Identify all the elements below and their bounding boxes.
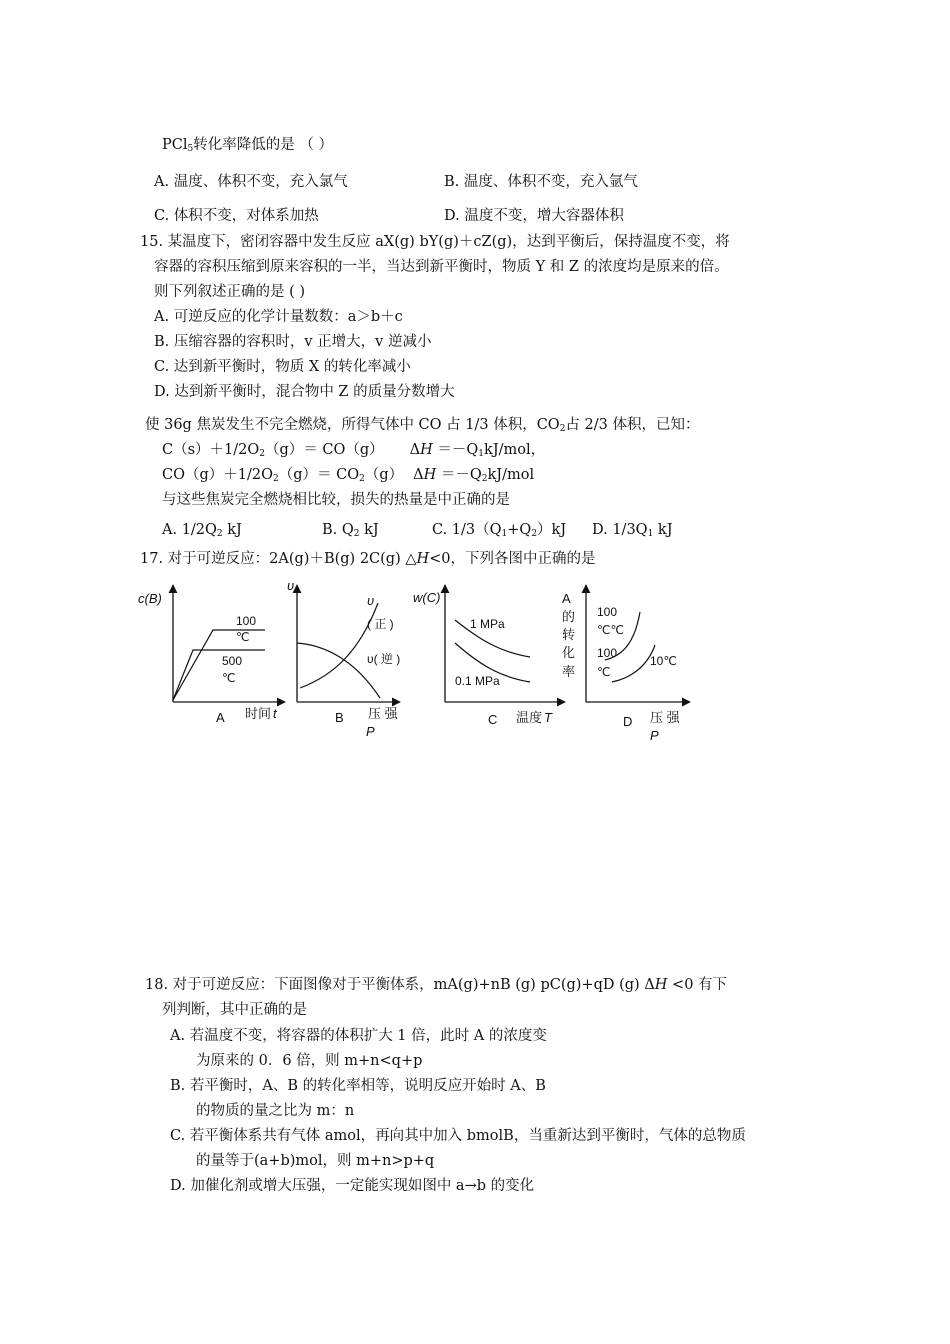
graph-d bbox=[562, 585, 690, 743]
q16-option-c: C. $1/3(Q_1+Q_2)kJ$ bbox=[432, 522, 567, 539]
graph-b-x-var: P bbox=[366, 724, 375, 739]
graph-d-label-10c: 10℃ bbox=[650, 654, 677, 668]
graph-a-x-label: 时间 t bbox=[245, 706, 277, 721]
graph-d-y-label-5: 率 bbox=[562, 664, 576, 679]
q18-option-b-line-2: 的物质的量之比为 m：n bbox=[196, 1103, 355, 1119]
graph-d-y-label-3: 转 bbox=[562, 627, 576, 642]
q18-line-1: 18. 对于可逆反应：下面图像对于平衡体系，mA(g)+nB (g) pC(g)+qD (g) ΔH <0 有下 bbox=[145, 977, 728, 993]
graph-d-label-100b-unit: ℃ bbox=[597, 665, 611, 679]
q15-line-3: 则下列叙述正确的是 ( ) bbox=[154, 284, 306, 300]
graph-c-label-01mpa: 0.1 MPa bbox=[455, 674, 500, 688]
graph-d-x-label: 压 强 bbox=[650, 710, 680, 725]
q18-option-a-line-2: 为原来的 0．6 倍，则 m+n<q+p bbox=[196, 1053, 423, 1069]
q18-option-c-line-1: C. 若平衡体系共有气体 amol，再向其中加入 bmolB，当重新达到平衡时，气体的总物质 bbox=[170, 1128, 746, 1144]
q18-option-d: D. 加催化剂或增大压强，一定能实现如图中 a→b 的变化 bbox=[170, 1178, 535, 1194]
q18-option-c-line-2: 的量等于(a+b)mol，则 m+n>p+q bbox=[196, 1153, 435, 1169]
q15-option-c: C. 达到新平衡时，物质 X 的转化率减小 bbox=[154, 359, 411, 375]
graph-b-y-label: υ bbox=[287, 578, 295, 593]
graph-d-label-100a: 100 bbox=[597, 605, 618, 619]
q16-option-d: D. $1/3Q_1$ kJ bbox=[592, 522, 673, 539]
q16-option-b: B. $Q_2$ kJ bbox=[322, 522, 379, 539]
q18-option-a-line-1: A. 若温度不变，将容器的体积扩大 1 倍，此时 A 的浓度变 bbox=[170, 1028, 547, 1044]
graph-b-letter: B bbox=[335, 710, 344, 725]
graph-a bbox=[138, 585, 285, 725]
graph-b-upper-label: ( 正 ) bbox=[367, 617, 394, 631]
q14-option-a: A. 温度、体积不变，充入氯气 bbox=[154, 174, 348, 190]
q15-option-a: A. 可逆反应的化学计量数数：a＞b＋c bbox=[154, 309, 403, 325]
graph-c-letter: C bbox=[488, 712, 498, 727]
q18-option-b-line-1: B. 若平衡时，A、B 的转化率相等，说明反应开始时 A、B bbox=[170, 1078, 546, 1094]
q18-line-2: 列判断，其中正确的是 bbox=[162, 1002, 307, 1018]
q16-equation-2: $CO(g)+1/2O_2(g)= CO_2(g)$ $\Delta H =-Q_2kJ$/mol bbox=[162, 467, 535, 484]
graph-d-letter: D bbox=[623, 714, 633, 729]
q15-option-d: D. 达到新平衡时，混合物中 Z 的质量分数增大 bbox=[154, 384, 455, 400]
graph-c-label-1mpa: 1 MPa bbox=[470, 617, 505, 631]
graph-c-y-label: w(C) bbox=[413, 590, 441, 605]
q16-stem: 使 36g 焦炭发生不完全燃烧，所得气体中 CO 占 1/3 体积，$CO_2$占 2/3 体积，已知： bbox=[145, 417, 700, 434]
q14-option-b: B. 温度、体积不变，充入氩气 bbox=[444, 174, 638, 190]
q15-line-2: 容器的容积压缩到原来容积的一半，当达到新平衡时，物质 Y 和 Z 的浓度均是原来的倍。 bbox=[154, 259, 729, 275]
graph-d-y-label-1: A bbox=[562, 591, 571, 606]
graph-d-y-label-4: 化 bbox=[562, 645, 576, 660]
graph-d-x-var: P bbox=[650, 728, 659, 743]
graph-a-label-500: 500 bbox=[222, 654, 243, 668]
graph-a-label-100: 100 bbox=[236, 614, 257, 628]
graph-b-x-label: 压 强 bbox=[368, 706, 398, 721]
graph-b bbox=[287, 578, 400, 739]
graph-d-label-100b: 100 bbox=[597, 646, 618, 660]
q14-option-c: C. 体积不变，对体系加热 bbox=[154, 208, 319, 224]
graph-c bbox=[413, 585, 565, 727]
q16-option-a: A. $1/2Q_2$ kJ bbox=[162, 522, 242, 539]
q14-stem: PCl$_5$转化率降低的是 （ ） bbox=[162, 137, 333, 154]
q15-option-b: B. 压缩容器的容积时，v 正增大，v 逆减小 bbox=[154, 334, 432, 350]
q16-line-4: 与这些焦炭完全燃烧相比较，损失的热量是中正确的是 bbox=[162, 492, 510, 508]
q14-option-d: D. 温度不变，增大容器体积 bbox=[444, 208, 624, 224]
graph-c-x-label: 温度 T bbox=[516, 710, 552, 725]
graph-a-y-label: c(B) bbox=[138, 591, 162, 606]
graph-a-label-500-unit: ℃ bbox=[222, 671, 236, 685]
q15-line-1: 15. 某温度下，密闭容器中发生反应 aX(g) bY(g)＋cZ(g)，达到平衡后，保持温度不变，将 bbox=[140, 234, 730, 250]
q16-equation-1: $C(s)+1/2O_2(g)= CO(g)$ $\Delta H =-Q_1kJ$/mol， bbox=[162, 442, 546, 459]
graph-a-letter: A bbox=[216, 710, 225, 725]
graph-a-label-100-unit: ℃ bbox=[236, 630, 250, 644]
graph-d-curve-2 bbox=[612, 645, 655, 682]
graph-d-y-label-2: 的 bbox=[562, 609, 576, 624]
q17-stem: 17. 对于可逆反应：2A(g)＋B(g) 2C(g) △H<0，下列各图中正确的是 bbox=[140, 551, 596, 567]
graph-b-lower-label: υ( 逆 ) bbox=[367, 652, 401, 666]
graph-b-upper-v: υ bbox=[367, 593, 375, 608]
graph-d-label-100a-unit: ℃℃ bbox=[597, 623, 624, 637]
